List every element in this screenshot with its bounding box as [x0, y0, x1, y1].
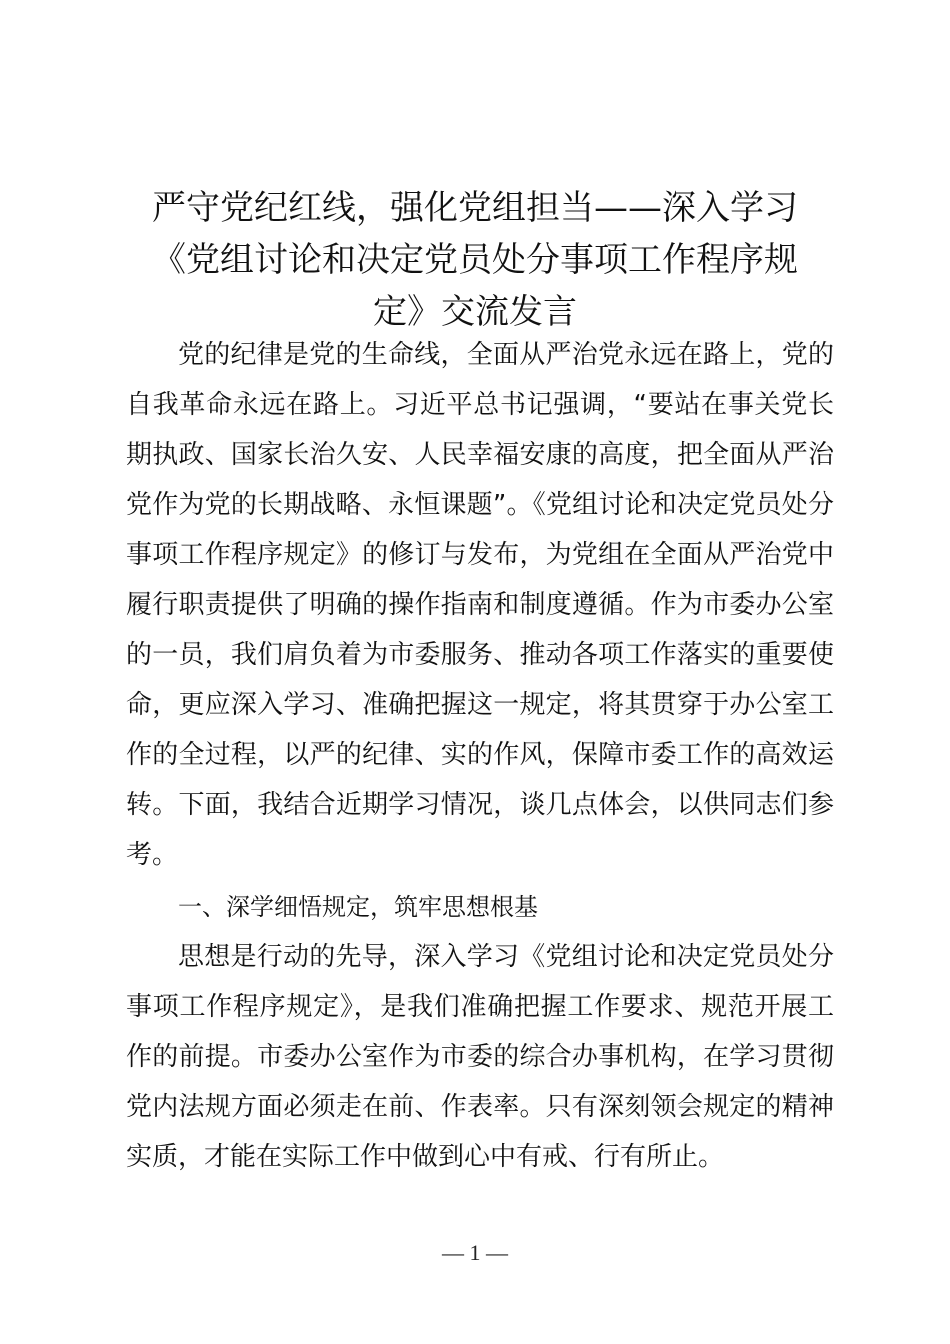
- title-line-2: 《党组讨论和决定党员处分事项工作程序规: [152, 240, 798, 280]
- document-body: [126, 330, 834, 1182]
- title-line-3: 定》交流发言: [373, 292, 577, 332]
- intro-paragraph: 党的纪律是党的生命线，全面从严治党永远在路上，党的自我革命永远在路上。习近平总书记强调，“要站在事关党长期执政、国家长治久安、人民幸福安康的高度，把全面从严治党作为党的长期战略、永恒课题”。《党组讨论和决定党员处分事项工作程序规定》的修订与发布，为党组在全面从严治党中履行职责提供了明确的操作指南和制度遵循。作为市委办公室的一员，我们肩负着为市委服务、推动各项工作落实的重要使命，更应深入学习、准确把握这一规定，将其贯穿于办公室工作的全过程，以严的纪律、实的作风，保障市委工作的高效运转。下面，我结合近期学习情况，谈几点体会，以供同志们参考。: [126, 340, 834, 870]
- page-number: — 1 —: [442, 1240, 508, 1265]
- title-line-1: 严守党纪红线，强化党组担当——深入学习: [152, 188, 798, 228]
- section-paragraph-1: 思想是行动的先导，深入学习《党组讨论和决定党员处分事项工作程序规定》，是我们准确把握工作要求、规范开展工作的前提。市委办公室作为市委的综合办事机构，在学习贯彻党内法规方面必须走在前、作表率。只有深刻领会规定的精神实质，才能在实际工作中做到心中有戒、行有所止。: [126, 942, 834, 1172]
- document-title: [110, 182, 840, 338]
- section-heading-1: 一、深学细悟规定，筑牢思想根基: [178, 893, 538, 921]
